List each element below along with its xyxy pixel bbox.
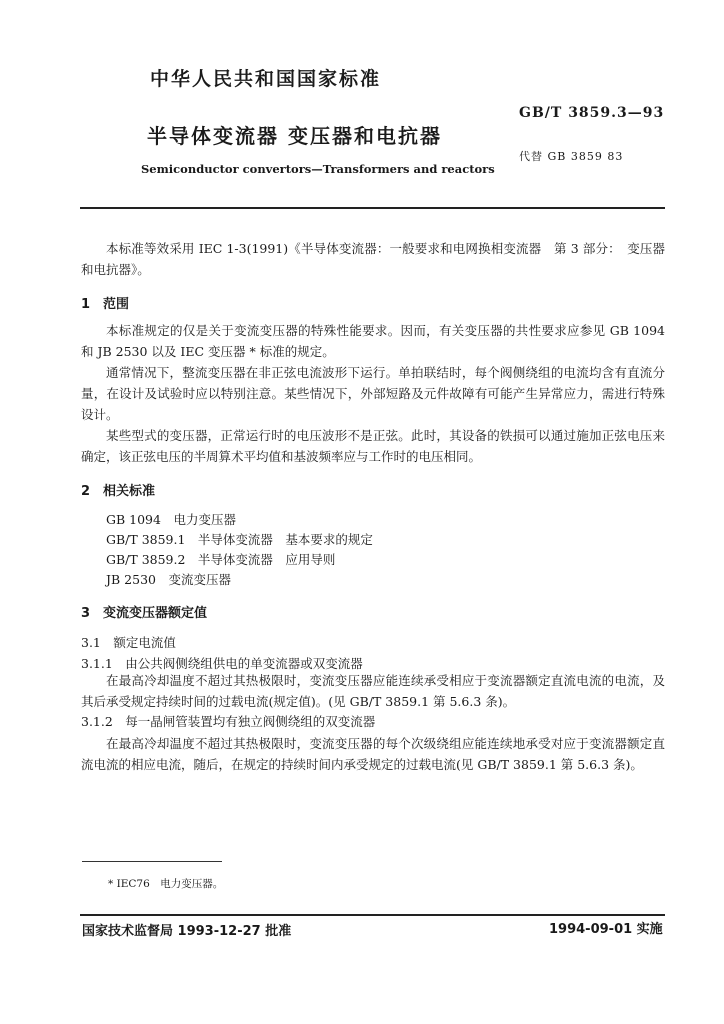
standard-number: GB/T 3859.3—93	[519, 105, 665, 121]
reference-item: GB/T 3859.1 半导体变流器 基本要求的规定	[106, 532, 373, 547]
intro-paragraph: 本标准等效采用 IEC 1-3(1991)《半导体变流器：一般要求和电网换相变流器 第 3 部分： 变压器和电抗器》。	[81, 241, 665, 277]
national-standard-heading: 中华人民共和国国家标准	[150, 68, 382, 90]
document-title-cn: 半导体变流器 变压器和电抗器	[147, 124, 442, 148]
footer-divider	[80, 914, 665, 916]
section-3-1-1-text: 在最高冷却温度不超过其热极限时，变流变压器应能连续承受相应于变流器额定直流电流的电流，及其后承受规定持续时间的过载电流(规定值)。(见 GB/T 3859.1 第 5.6.3 条)。	[81, 673, 665, 709]
footnote-divider	[82, 861, 222, 862]
reference-item: JB 2530 变流变压器	[106, 572, 231, 587]
section-1-paragraph-1: 本标准规定的仅是关于变流变压器的特殊性能要求。因而，有关变压器的共性要求应参见 GB 1094 和 JB 2530 以及 IEC 变压器 * 标准的规定。	[81, 323, 665, 359]
section-1-heading: 1 范围	[81, 297, 130, 312]
document-title-en: Semiconductor convertors—Transformers and reactors	[141, 162, 495, 176]
approval-note: 国家技术监督局 1993-12-27 批准	[82, 924, 292, 939]
section-2-heading: 2 相关标准	[81, 484, 156, 499]
section-1-paragraph-2: 通常情况下，整流变压器在非正弦电流波形下运行。单拍联结时，每个阀侧绕组的电流均含有直流分量，在设计及试验时应以特别注意。某些情况下，外部短路及元件故障有可能产生异常应力，需进行特殊设计。	[81, 365, 665, 422]
footnote: * IEC76 电力变压器。	[108, 878, 224, 890]
section-3-1-1-heading: 3.1.1 由公共阀侧绕组供电的单变流器或双变流器	[81, 656, 363, 671]
reference-item: GB 1094 电力变压器	[106, 512, 236, 527]
section-3-heading: 3 变流变压器额定值	[81, 606, 208, 621]
header-divider	[80, 207, 665, 209]
reference-item: GB/T 3859.2 半导体变流器 应用导则	[106, 552, 336, 567]
section-3-1-heading: 3.1 额定电流值	[81, 635, 176, 650]
replaces-standard: 代替 GB 3859 83	[519, 150, 624, 163]
section-3-1-2-text: 在最高冷却温度不超过其热极限时，变流变压器的每个次级绕组应能连续地承受对应于变流器额定直流电流的相应电流，随后，在规定的持续时间内承受规定的过载电流(见 GB/T 3859.1 第 5.6.3 条)。	[81, 736, 665, 772]
implementation-date: 1994-09-01 实施	[549, 922, 663, 937]
section-3-1-2-heading: 3.1.2 每一晶闸管装置均有独立阀侧绕组的双变流器	[81, 714, 376, 729]
section-1-paragraph-3: 某些型式的变压器，正常运行时的电压波形不是正弦。此时，其设备的铁损可以通过施加正弦电压来确定，该正弦电压的半周算术平均值和基波频率应与工作时的电压相同。	[81, 428, 665, 464]
